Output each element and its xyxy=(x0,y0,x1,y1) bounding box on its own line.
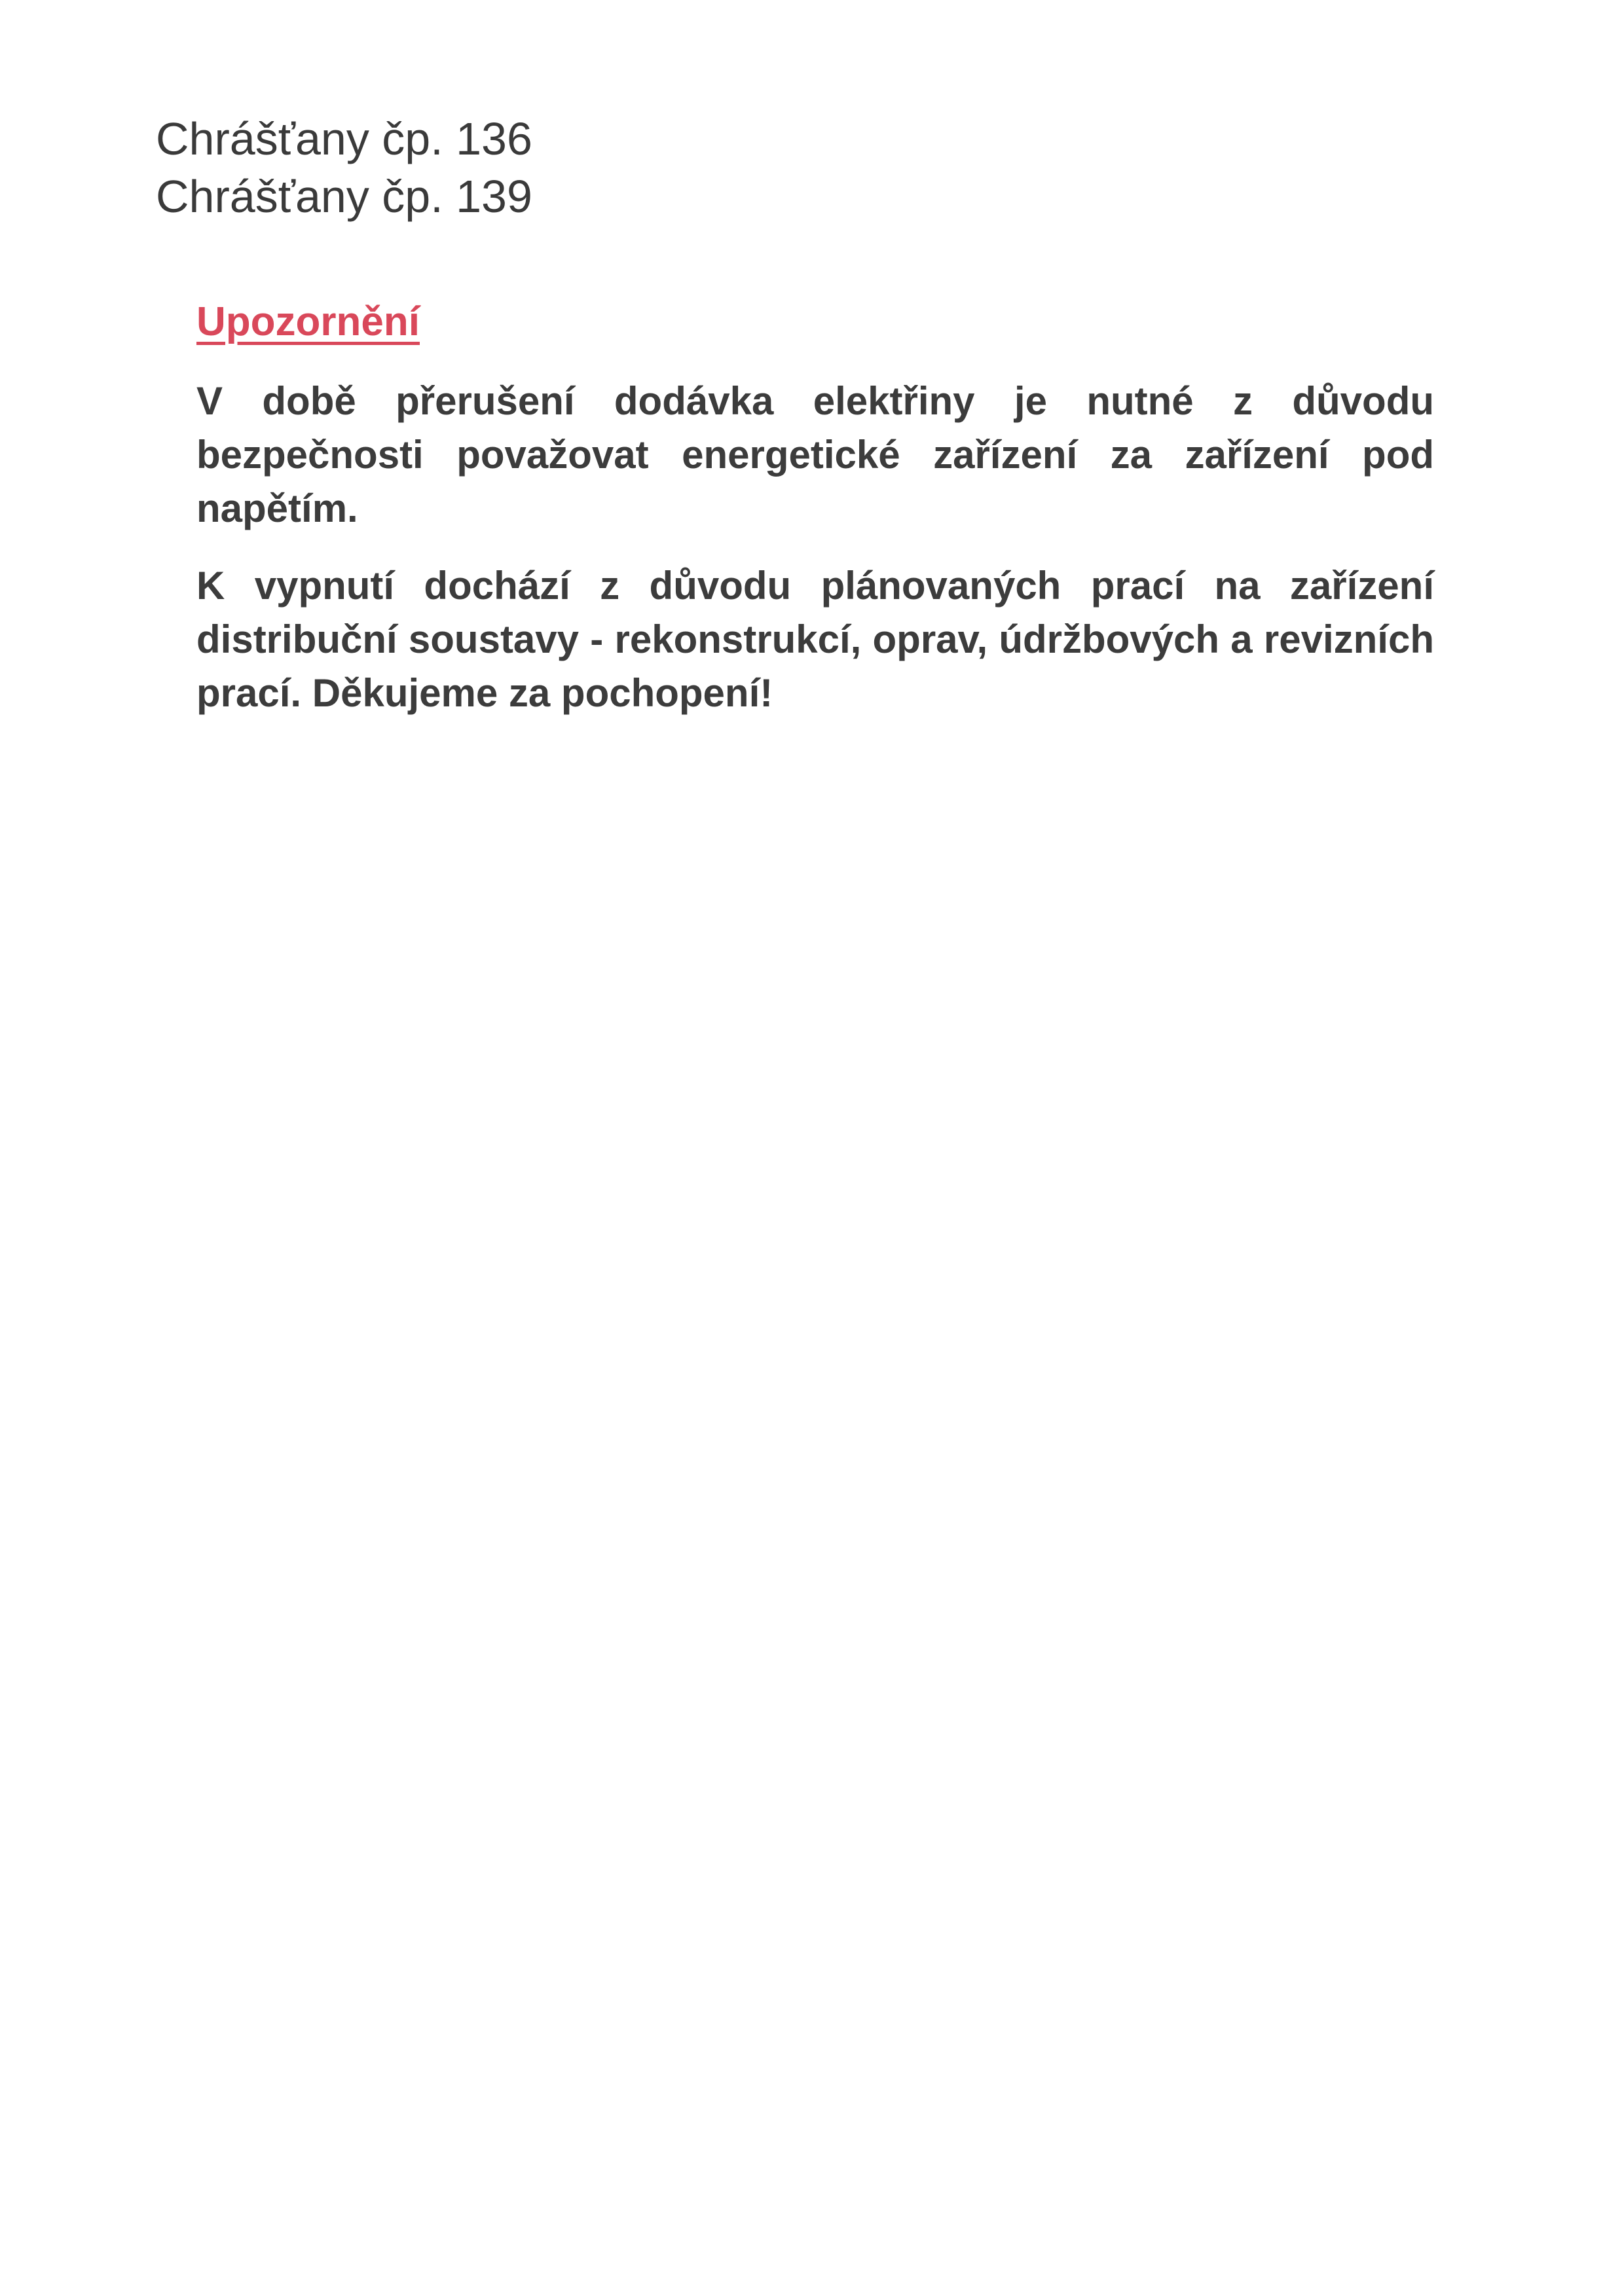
notice-heading: Upozornění xyxy=(196,299,420,344)
address-line: Chrášťany čp. 139 xyxy=(156,171,532,222)
address-line: Chrášťany čp. 136 xyxy=(156,113,532,164)
notice-section xyxy=(196,296,1434,744)
notice-paragraph-reason: K vypnutí dochází z důvodu plánovaných prací na zařízení distribuční soustavy - rekonstrukcí, oprav, údržbových a revizních prací. Děkujeme za pochopení! xyxy=(196,564,1434,715)
address-list xyxy=(156,110,1073,225)
notice-paragraph-safety: V době přerušení dodávka elektřiny je nutné z důvodu bezpečnosti považovat energetické zařízení za zařízení pod napětím. xyxy=(196,379,1434,530)
